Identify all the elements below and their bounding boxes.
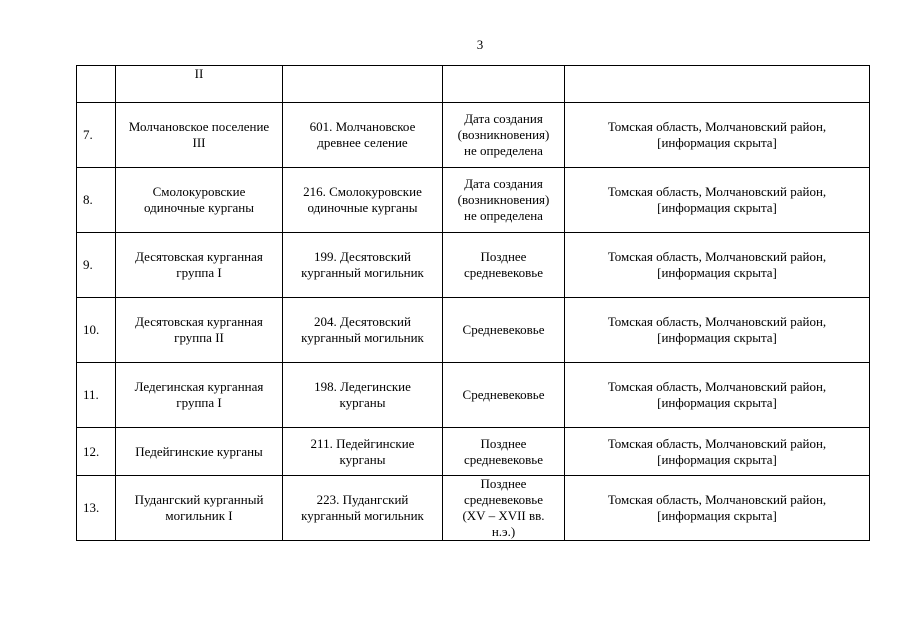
dating-cell [443,168,565,233]
row-number-cell [77,428,116,476]
row-number-cell-line: 7. [83,127,93,142]
registry-name-cell-line: курганы [339,395,386,410]
row-number-cell-line: 12. [83,443,100,459]
dating-cell-line: не определена [464,143,543,158]
location-cell-line: [информация скрыта] [657,330,777,345]
row-number-cell [77,103,116,168]
object-name-cell-line: группа II [174,330,224,345]
location-cell-line: Томская область, Молчановский район, [607,435,827,451]
registry-name-cell-line: курганный могильник [301,508,424,523]
location-cell-line: [информация скрыта] [657,135,777,150]
row-number-cell [77,476,116,541]
dating-cell-line: Позднее [480,249,527,264]
dating-cell [443,298,565,363]
object-name-cell-line: Ледегинская курганная [134,379,264,394]
dating-cell [443,66,565,103]
location-cell-line: [информация скрыта] [657,200,777,215]
dating-cell [443,476,565,541]
object-name-cell-line: III [192,135,206,150]
table-row [77,103,870,168]
dating-cell-line: Средневековье [462,322,545,337]
registry-name-cell-line: курганный могильник [301,330,424,345]
location-cell-line: Томская область, Молчановский район, [607,249,827,264]
dating-cell-line: Позднее [480,435,527,451]
dating-cell [443,233,565,298]
object-name-cell-line: Десятовская курганная [135,314,263,329]
row-number-cell-line: 9. [83,257,93,272]
location-cell-line: Томская область, Молчановский район, [607,379,827,394]
object-name-cell-line: могильник I [165,508,233,523]
registry-name-cell-line: 204. Десятовский [314,314,411,329]
row-number-cell [77,233,116,298]
location-cell [565,363,870,428]
registry-name-cell-line: 198. Ледегинские [314,379,411,394]
dating-cell-line: Позднее [480,476,527,491]
table-body [77,66,870,541]
object-name-cell [116,428,283,476]
location-cell-line: [информация скрыта] [657,451,777,467]
location-cell [565,66,870,103]
object-name-cell-line: Молчановское поселение [128,119,270,134]
registry-name-cell-line: 601. Молчановское [309,119,416,134]
location-cell-line: Томская область, Молчановский район, [607,492,827,507]
location-cell [565,168,870,233]
location-cell-line: [информация скрыта] [657,508,777,523]
registry-name-cell [283,298,443,363]
table-row-continuation [77,66,870,103]
location-cell-line: [информация скрыта] [657,395,777,410]
row-number-cell-line: 13. [83,500,100,515]
dating-cell-line: средневековье [463,492,544,507]
registry-name-cell [283,363,443,428]
heritage-registry-table [76,65,870,541]
dating-cell-line: (возникновения) [457,192,550,207]
dating-cell-line: (возникновения) [457,127,550,142]
row-number-cell [77,66,116,103]
row-number-cell [77,363,116,428]
dating-cell-line: (XV – XVII вв. [462,508,545,523]
location-cell-line: [информация скрыта] [657,265,777,280]
registry-name-cell [283,103,443,168]
location-cell [565,476,870,541]
location-cell-line: Томская область, Молчановский район, [607,184,827,199]
registry-name-cell [283,168,443,233]
object-name-cell [116,363,283,428]
object-name-cell [116,476,283,541]
object-name-cell-line: Пудангский курганный [134,492,264,507]
object-name-cell [116,233,283,298]
object-name-cell [116,298,283,363]
object-name-cell [116,103,283,168]
location-cell [565,298,870,363]
registry-name-cell [283,428,443,476]
table-row [77,428,870,476]
dating-cell-line: не определена [464,208,543,223]
object-name-cell-line: Педейгинские курганы [135,443,263,459]
dating-cell-line: Дата создания [464,111,543,126]
location-cell [565,103,870,168]
object-name-cell-line: группа I [176,265,222,280]
row-number-cell-line: 8. [83,192,93,207]
dating-cell-line: Дата создания [464,176,543,191]
location-cell-line: Томская область, Молчановский район, [607,119,827,134]
row-number-cell [77,168,116,233]
registry-name-cell [283,476,443,541]
table-row [77,168,870,233]
dating-cell [443,363,565,428]
row-number-cell-line: 11. [83,387,99,402]
registry-name-cell-line: 216. Смолокуровские [303,184,422,199]
dating-cell-line: средневековье [463,451,544,467]
row-number-cell-line: 10. [83,322,100,337]
object-name-cell-line: Смолокуровские [152,184,246,199]
registry-name-cell [283,233,443,298]
object-name-cell-line: одиночные курганы [144,200,254,215]
table-row [77,363,870,428]
object-name-cell-line: Десятовская курганная [135,249,263,264]
dating-cell-line: средневековье [463,265,544,280]
registry-name-cell-line: 223. Пудангский [316,492,409,507]
registry-name-cell [283,66,443,103]
location-cell [565,428,870,476]
dating-cell-line: н.э.) [491,524,516,539]
location-cell-line: Томская область, Молчановский район, [607,314,827,329]
registry-name-cell-line: 211. Педейгинские [310,435,415,451]
dating-cell [443,103,565,168]
registry-name-cell-line: одиночные курганы [307,200,418,215]
registry-name-cell-line: курганный могильник [301,265,424,280]
dating-cell [443,428,565,476]
registry-name-cell-line: древнее селение [317,135,408,150]
registry-name-cell-line: курганы [339,451,386,467]
page-number: 3 [476,37,484,52]
object-name-cell-line: группа I [176,395,222,410]
dating-cell-line: Средневековье [462,387,545,402]
registry-name-cell-line: 199. Десятовский [314,249,411,264]
row-number-cell [77,298,116,363]
object-name-cell [116,168,283,233]
table-row [77,476,870,541]
table-row [77,298,870,363]
location-cell [565,233,870,298]
object-name-cell: II [116,66,283,103]
table-row [77,233,870,298]
